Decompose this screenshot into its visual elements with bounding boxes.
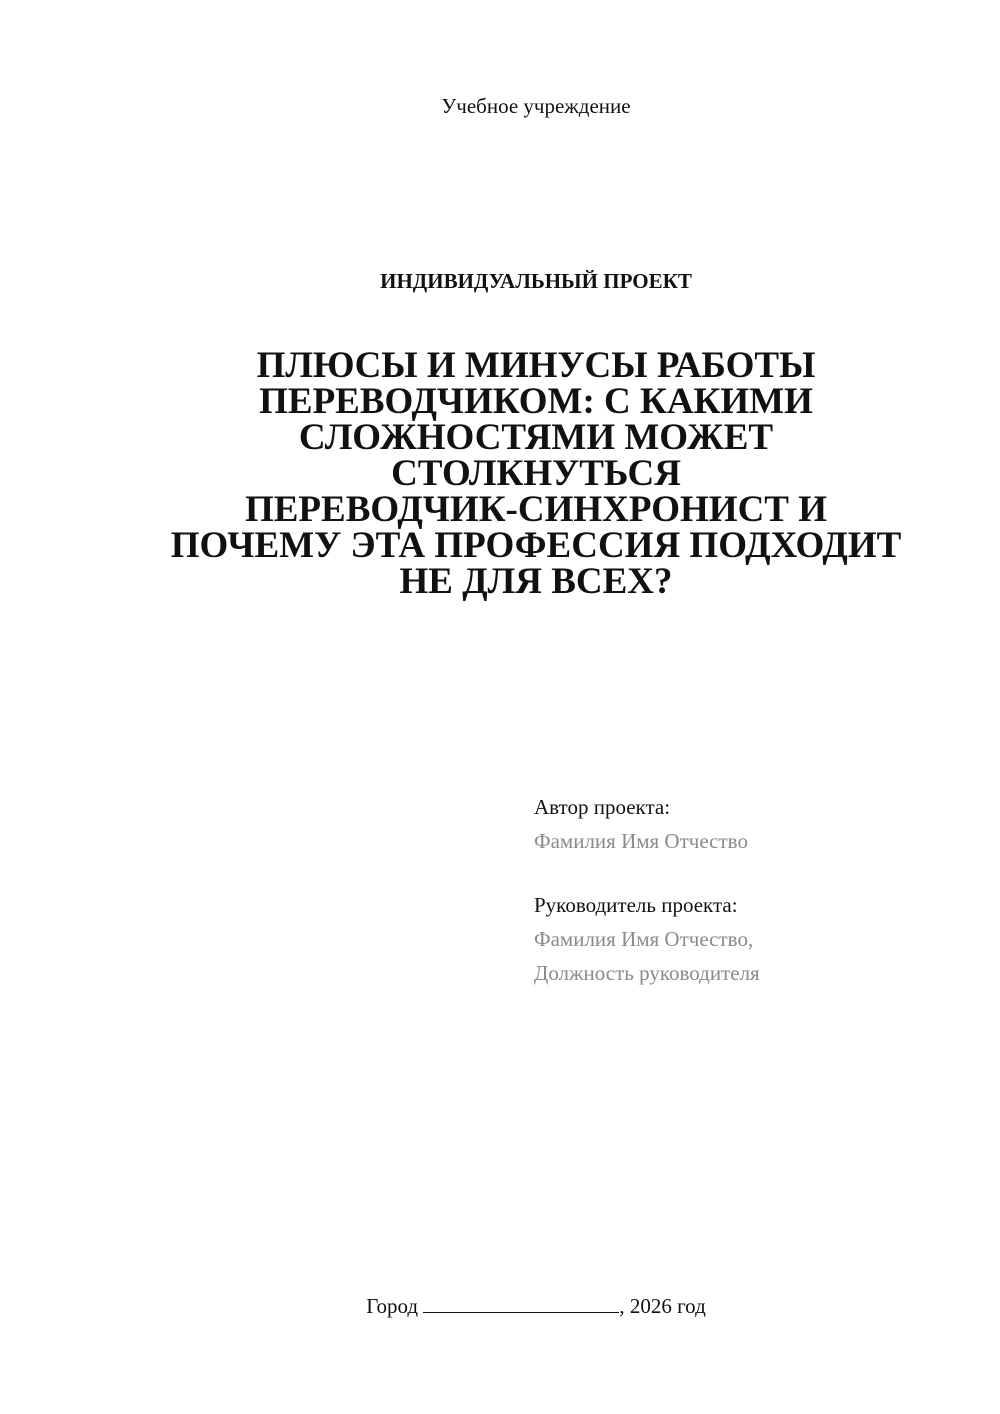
city-label: Город [366,1294,419,1318]
project-title-line: СТОЛКНУТЬСЯ [391,453,681,494]
city-blank-line [423,1294,619,1313]
author-name: Фамилия Имя Отчество [534,829,748,853]
project-title-line: НЕ ДЛЯ ВСЕХ? [399,561,673,602]
project-type-heading: ИНДИВИДУАЛЬНЫЙ ПРОЕКТ [380,269,692,293]
project-title-line: ПЕРЕВОДЧИК-СИНХРОНИСТ И [244,489,828,530]
city-year-footer [0,1292,1000,1320]
credits-block [534,790,974,990]
year-text: , 2026 год [619,1294,706,1318]
project-title-line: ПОЧЕМУ ЭТА ПРОФЕССИЯ ПОДХОДИТ [170,525,902,566]
project-title [0,345,1000,602]
project-title-line: ПЕРЕВОДЧИКОМ: С КАКИМИ [259,381,813,422]
project-title-line: ПЛЮСЫ И МИНУСЫ РАБОТЫ [256,345,816,386]
credits-spacer [534,858,974,888]
supervisor-label: Руководитель проекта: [534,893,738,917]
author-label: Автор проекта: [534,795,671,819]
institution-name: Учебное учреждение [441,94,631,118]
supervisor-position: Должность руководителя [534,961,760,985]
project-title-line: СЛОЖНОСТЯМИ МОЖЕТ [298,417,774,458]
supervisor-name: Фамилия Имя Отчество, [534,927,754,951]
